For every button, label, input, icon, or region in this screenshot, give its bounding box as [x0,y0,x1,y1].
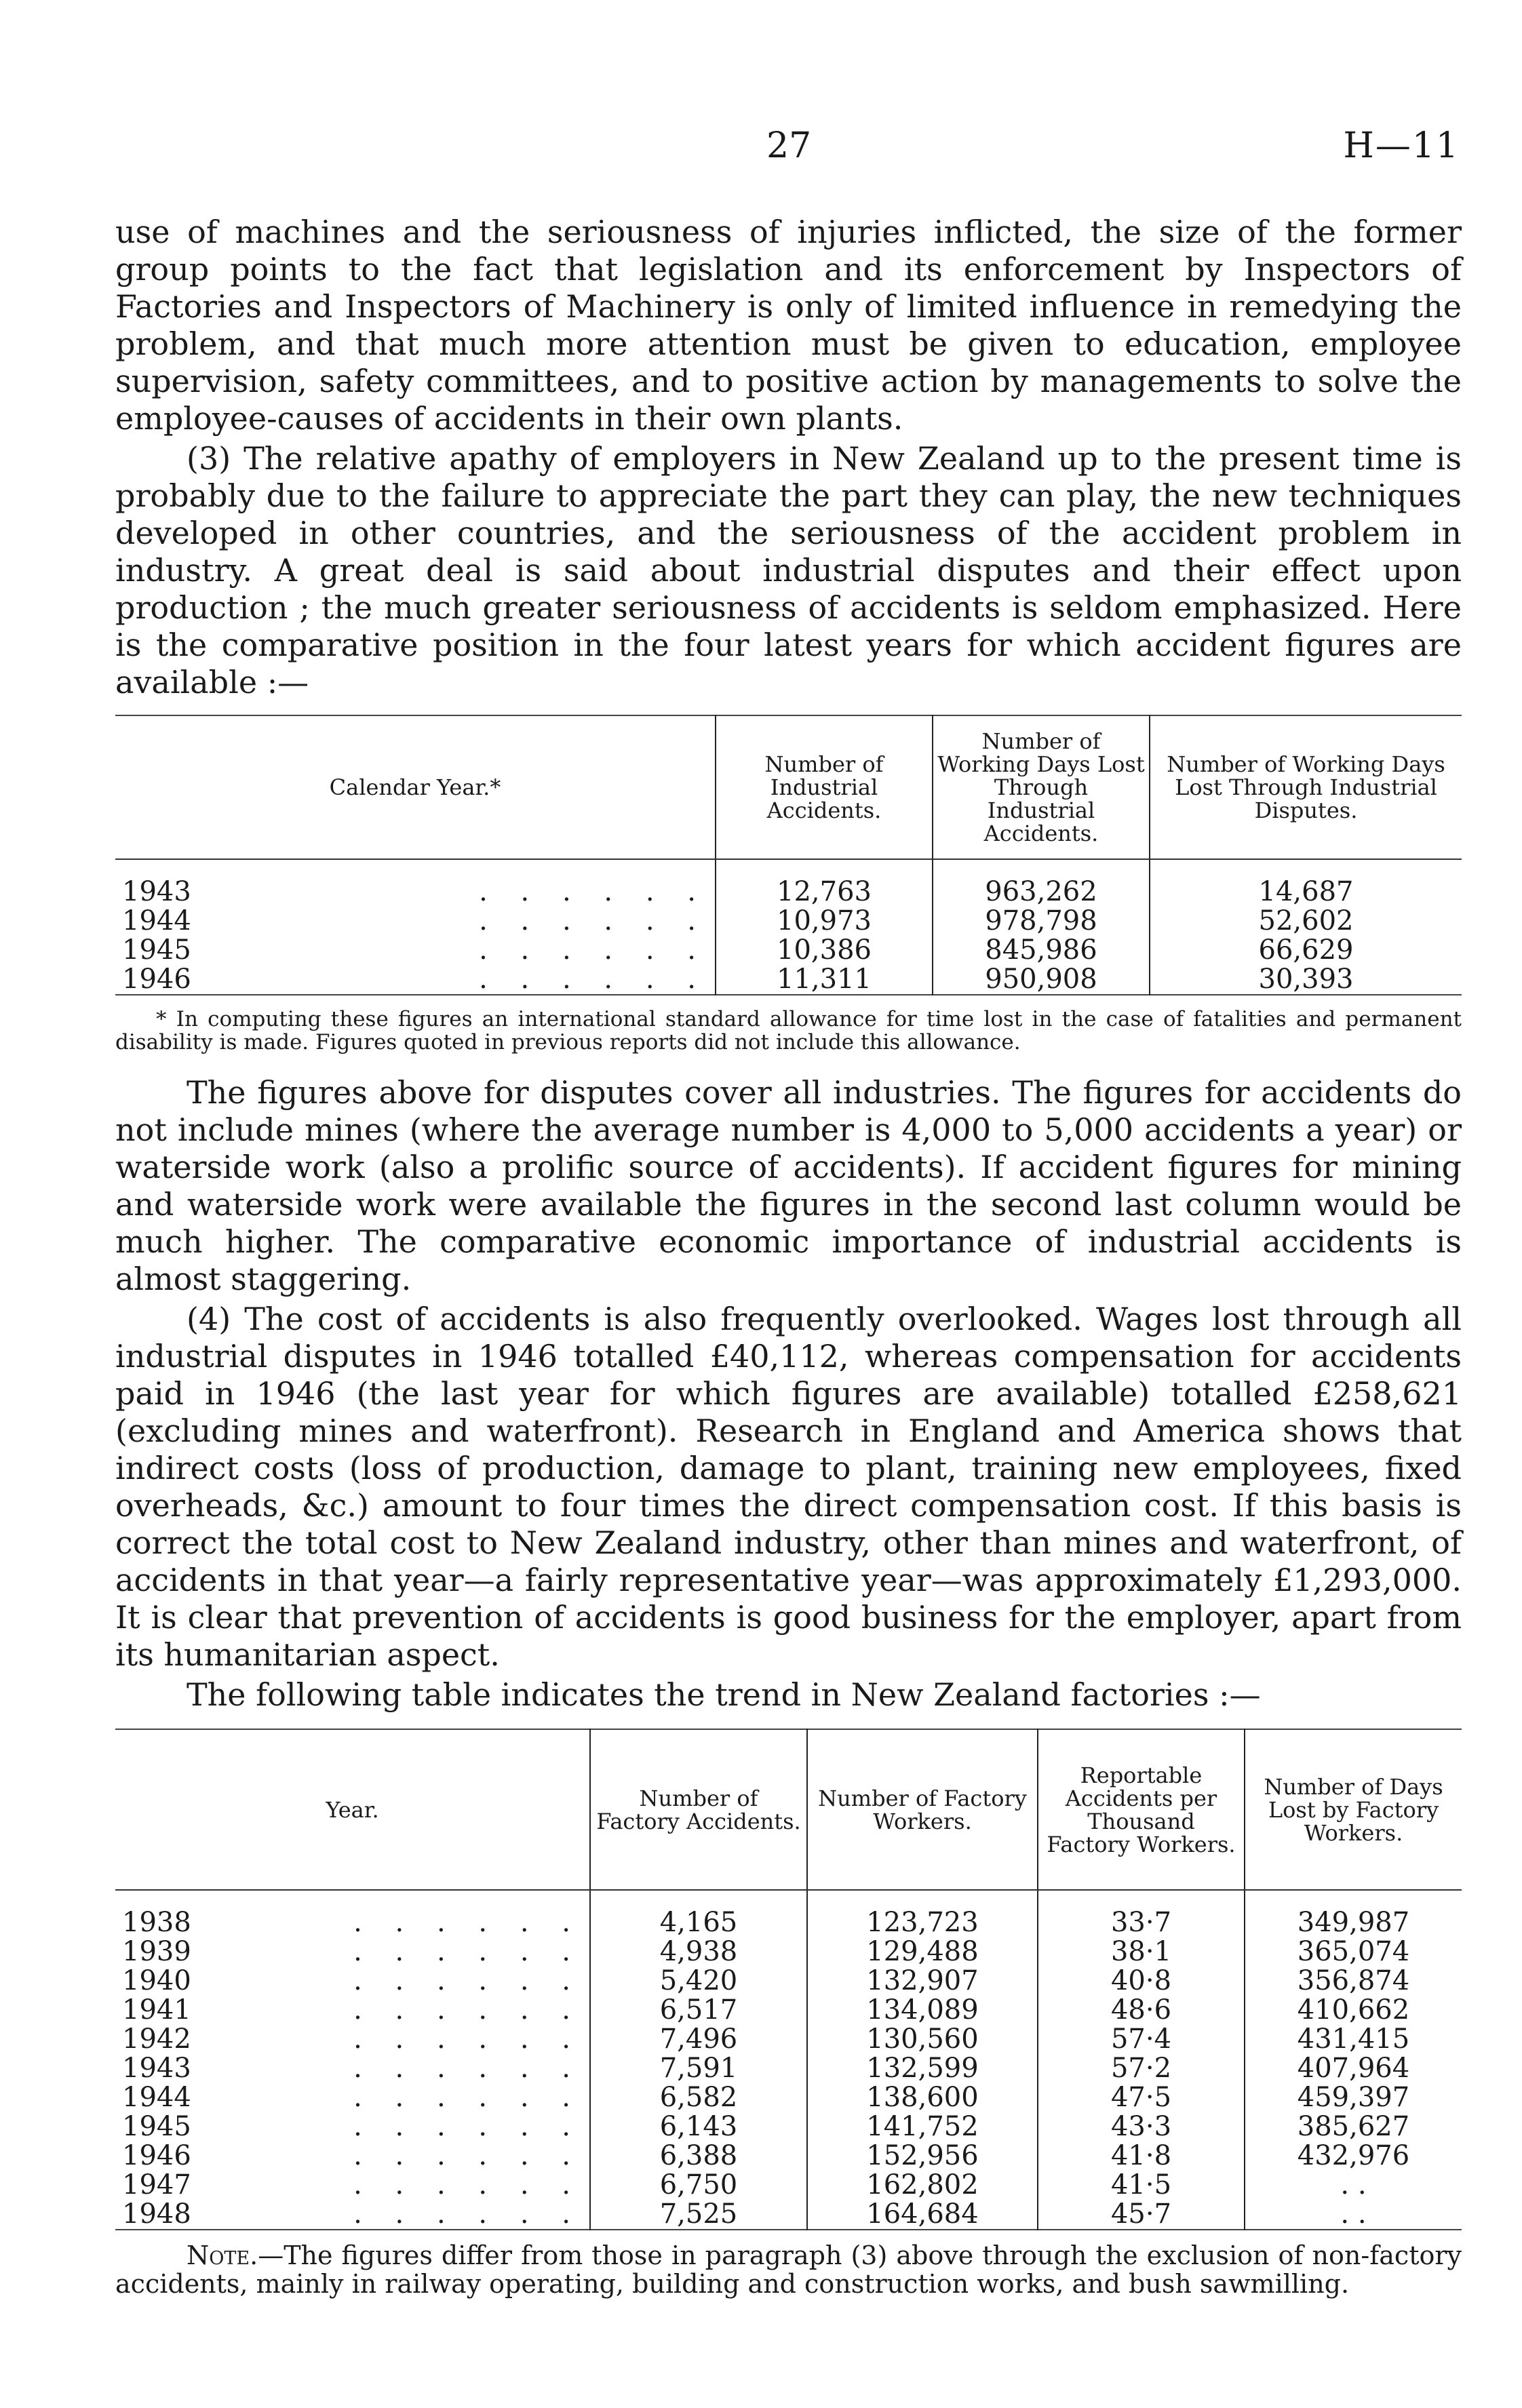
table-row [115,2025,1462,2054]
cell-days-disputes: 30,393 [1258,964,1354,995]
cell-accidents: 6,517 [590,1996,807,2025]
row-year: 1944 [122,2082,191,2113]
cell-days-disputes: 14,687 [1258,876,1354,907]
cell-rate: 41·5 [1038,2171,1245,2200]
cell-days-accidents: 978,798 [933,907,1150,936]
cell-accidents: 6,388 [590,2141,807,2171]
cell-days: 356,874 [1297,1965,1410,1996]
row-leader: . . . . . . [353,2082,583,2113]
cell-rate: 38·1 [1038,1937,1245,1967]
table-row [115,2112,1462,2141]
cell-workers: 134,089 [807,1996,1038,2025]
row-year: 1942 [122,2024,191,2055]
paragraph-4: (4) The cost of accidents is also frequently overlooked. Wages lost through all industrial disputes in 1946 totalled £40,112, whereas compensation for accidents paid in 1946 (the last year for which figures are available) totalled £258,621 (excluding mines and waterfront). Research in England and America shows that indirect costs (loss of production, damage to plant, training new employees, fixed overheads, &c.) amount to four times the direct compensation cost. If this basis is correct the total cost to New Zealand industry, other than mines and waterfront, of accidents in that year—a fairly representative year—was approximately £1,293,000. It is clear that prevention of accidents is good business for the employer, apart from its humanitarian aspect. [115,1301,1462,1673]
cell-rate: 47·5 [1038,2083,1245,2112]
table-row [115,2054,1462,2083]
row-year: 1946 [122,964,191,995]
cell-workers: 162,802 [807,2171,1038,2200]
cell-days-disputes: 66,629 [1258,934,1354,966]
cell-days-accidents: 950,908 [933,965,1150,995]
cell-accidents: 10,973 [716,907,933,936]
row-year: 1941 [122,1994,191,2026]
table-row [115,2200,1462,2230]
cell-days: 431,415 [1297,2024,1410,2055]
row-year: 1946 [122,2140,191,2171]
table1-header-days-disputes: Number of Working Days Lost Through Industrial Disputes. [1150,715,1462,859]
note-text: —The figures differ from those in paragraph (3) above through the exclusion of non-factory accidents, mainly in railway operating, building and construction works, and bush sawmilling. [115,2241,1462,2299]
accidents-vs-disputes-table [115,715,1462,995]
cell-days-accidents: 963,262 [933,859,1150,907]
cell-accidents: 11,311 [716,965,933,995]
cell-rate: 40·8 [1038,1967,1245,1996]
cell-days: 349,987 [1297,1907,1410,1938]
paragraph-disputes: The figures above for disputes cover all industries. The figures for accidents do not include mines (where the average number is 4,000 to 5,000 accidents a year) or waterside work (also a prolific source of accidents). If accident figures for mining and waterside work were available the figures in the second last column would be much higher. The comparative economic importance of industrial accidents is almost staggering. [115,1074,1462,1297]
row-leader: . . . . . . [353,2169,583,2200]
cell-days-accidents: 845,986 [933,936,1150,965]
row-leader: . . . . . . [479,905,708,936]
cell-workers: 132,599 [807,2054,1038,2083]
row-leader: . . . . . . [353,2111,583,2142]
cell-accidents: 4,165 [590,1890,807,1937]
cell-days: . . [1340,2198,1367,2230]
cell-days: 459,397 [1297,2082,1410,2113]
row-year: 1945 [122,934,191,966]
row-year: 1940 [122,1965,191,1996]
row-year: 1944 [122,905,191,936]
cell-accidents: 12,763 [716,859,933,907]
cell-workers: 152,956 [807,2141,1038,2171]
cell-accidents: 7,496 [590,2025,807,2054]
cell-workers: 130,560 [807,2025,1038,2054]
cell-workers: 141,752 [807,2112,1038,2141]
cell-accidents: 7,525 [590,2200,807,2230]
paragraph-continuation: use of machines and the seriousness of injuries inflicted, the size of the former group points to the fact that legislation and its enforcement by Inspectors of Factories and Inspectors of Machinery is only of limited influence in remedying the problem, and that much more attention must be given to education, employee supervision, safety committees, and to positive action by managements to solve the employee-causes of accidents in their own plants. [115,214,1462,437]
cell-rate: 57·4 [1038,2025,1245,2054]
table2-header-year: Year. [115,1729,590,1890]
table-row [115,1967,1462,1996]
cell-workers: 123,723 [807,1890,1038,1937]
cell-rate: 41·8 [1038,2141,1245,2171]
row-leader: . . . . . . [353,2024,583,2055]
cell-accidents: 7,591 [590,2054,807,2083]
row-leader: . . . . . . [353,1907,583,1938]
table2-note [115,2241,1462,2298]
row-year: 1947 [122,2169,191,2200]
table-row [115,965,1462,995]
document-code: H—11 [1343,125,1460,166]
cell-rate: 57·2 [1038,2054,1245,2083]
row-leader: . . . . . . [479,964,708,995]
page-content [115,214,1462,2298]
cell-accidents: 4,938 [590,1937,807,1967]
table1-header-row [115,715,1462,859]
cell-days: 410,662 [1297,1994,1410,2026]
row-leader: . . . . . . [479,876,708,907]
cell-accidents: 5,420 [590,1967,807,1996]
row-year: 1939 [122,1936,191,1967]
cell-days: 407,964 [1297,2053,1410,2084]
table2-header-row [115,1729,1462,1890]
row-leader: . . . . . . [353,1936,583,1967]
row-year: 1945 [122,2111,191,2142]
row-leader: . . . . . . [353,2140,583,2171]
table-row [115,2083,1462,2112]
table1-header-accidents: Number of Industrial Accidents. [716,715,933,859]
table2-header-days: Number of Days Lost by Factory Workers. [1245,1729,1462,1890]
cell-accidents: 10,386 [716,936,933,965]
row-year: 1938 [122,1907,191,1938]
row-leader: . . . . . . [353,1994,583,2026]
cell-days: 365,074 [1297,1936,1410,1967]
factory-accidents-table [115,1729,1462,2230]
cell-workers: 132,907 [807,1967,1038,1996]
cell-workers: 164,684 [807,2200,1038,2230]
row-year: 1943 [122,2053,191,2084]
cell-workers: 129,488 [807,1937,1038,1967]
table1-footnote: * In computing these figures an international standard allowance for time lost in the case of fatalities and permanent disability is made. Figures quoted in previous reports did not include this allowance. [115,1007,1462,1054]
cell-rate: 43·3 [1038,2112,1245,2141]
note-label: Note. [187,2241,258,2270]
cell-rate: 33·7 [1038,1890,1245,1937]
table2-header-rate: Reportable Accidents per Thousand Factory Workers. [1038,1729,1245,1890]
table1-header-days-accidents: Number of Working Days Lost Through Industrial Accidents. [933,715,1150,859]
table2-header-accidents: Number of Factory Accidents. [590,1729,807,1890]
row-leader: . . . . . . [353,1965,583,1996]
cell-days: 432,976 [1297,2140,1410,2171]
cell-rate: 48·6 [1038,1996,1245,2025]
row-leader: . . . . . . [353,2053,583,2084]
table-row [115,1937,1462,1967]
cell-accidents: 6,582 [590,2083,807,2112]
cell-days-disputes: 52,602 [1258,905,1354,936]
table1-header-year: Calendar Year.* [115,715,716,859]
cell-workers: 138,600 [807,2083,1038,2112]
page-header [0,125,1522,180]
table-row [115,1996,1462,2025]
cell-rate: 45·7 [1038,2200,1245,2230]
paragraph-3: (3) The relative apathy of employers in New Zealand up to the present time is probably due to the failure to appreciate the part they can play, the new techniques developed in other countries, and the seriousness of the accident problem in industry. A great deal is said about industrial disputes and their effect upon production ; the much greater seriousness of accidents is seldom emphasized. Here is the comparative position in the four latest years for which accident figures are available :— [115,440,1462,700]
table-row [115,859,1462,907]
row-leader: . . . . . . [353,2198,583,2230]
factory-accidents-table-wrap [115,1729,1462,2230]
cell-accidents: 6,143 [590,2112,807,2141]
row-year: 1948 [122,2198,191,2230]
row-leader: . . . . . . [479,934,708,966]
cell-accidents: 6,750 [590,2171,807,2200]
table-row [115,1890,1462,1937]
table-row [115,2171,1462,2200]
table-row [115,936,1462,965]
row-year: 1943 [122,876,191,907]
table2-header-workers: Number of Factory Workers. [807,1729,1038,1890]
cell-days: 385,627 [1297,2111,1410,2142]
paragraph-trend-intro: The following table indicates the trend in New Zealand factories :— [187,1676,1261,1713]
accidents-vs-disputes-table-wrap [115,715,1462,995]
table-row [115,2141,1462,2171]
cell-days: . . [1340,2169,1367,2200]
table-row [115,907,1462,936]
page-number: 27 [766,125,812,166]
